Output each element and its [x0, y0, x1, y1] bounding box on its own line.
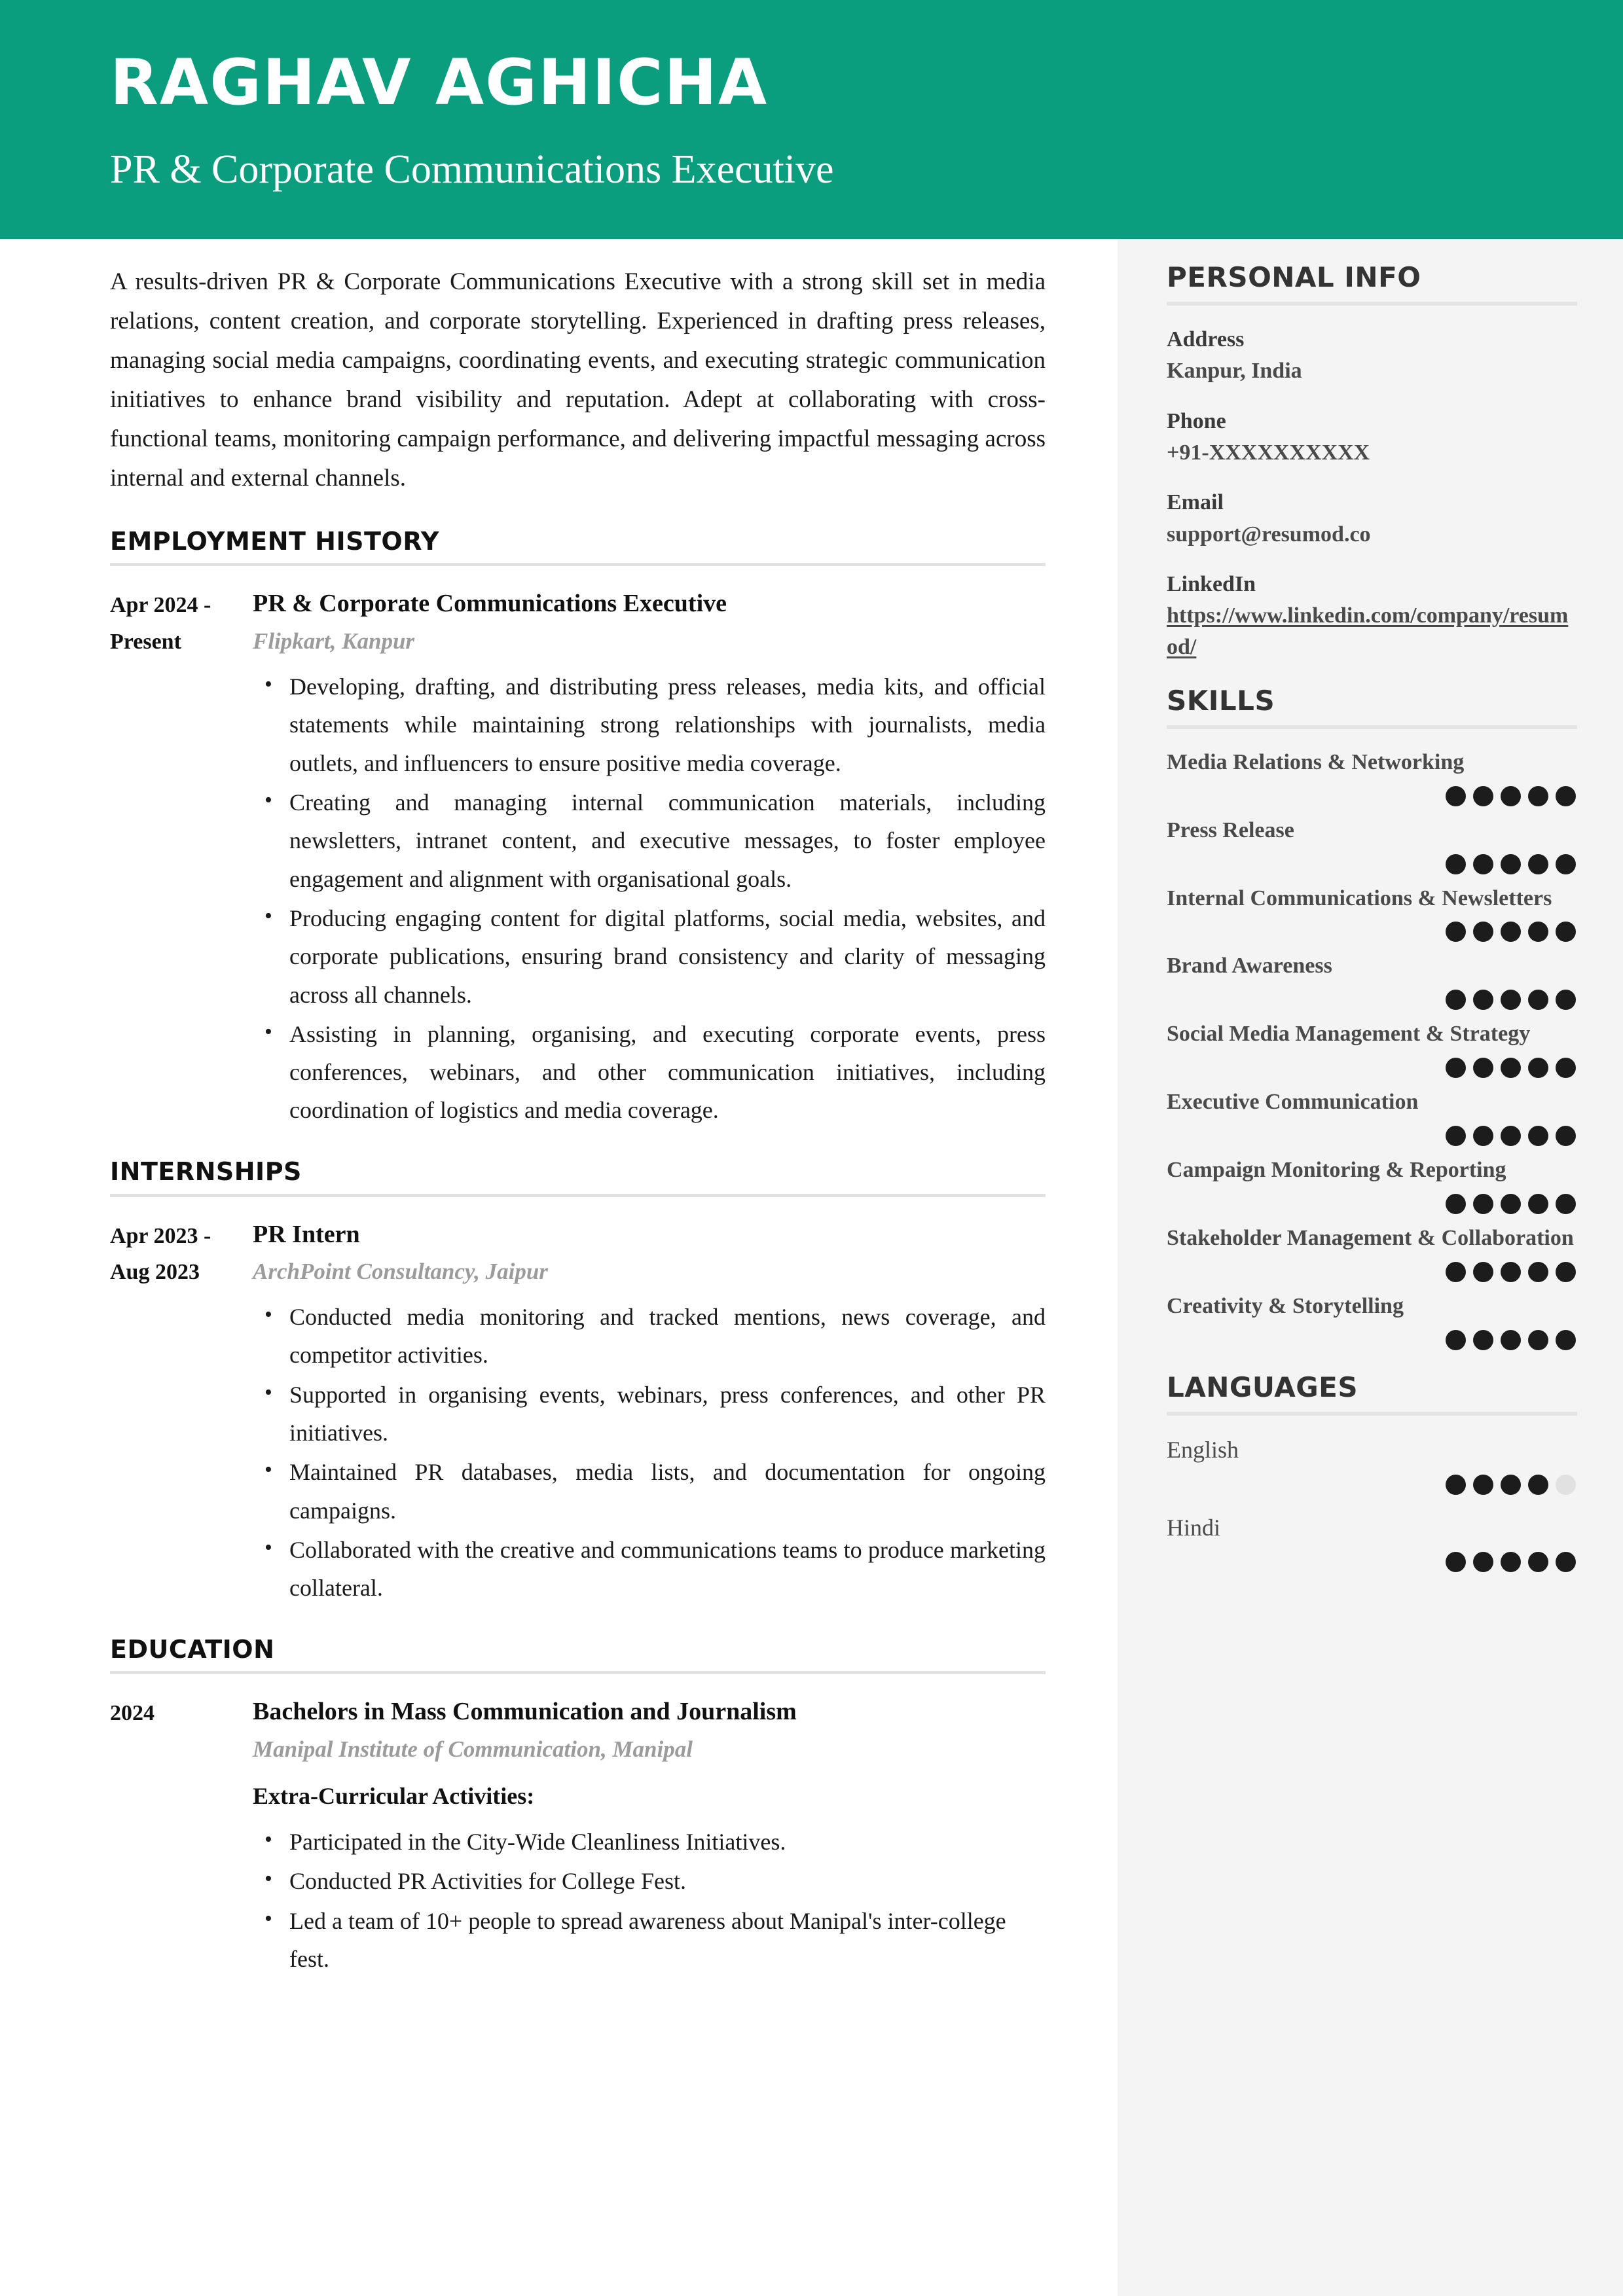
- resume-body: [0, 239, 1623, 2296]
- rating-dot-filled: [1446, 1330, 1466, 1350]
- rating-dot-filled: [1473, 922, 1493, 942]
- rating-dot-filled: [1556, 1126, 1576, 1146]
- degree-name: Bachelors in Mass Communication and Journalism: [253, 1698, 797, 1726]
- rating-dot-filled: [1446, 1552, 1466, 1572]
- rating-dot-filled: [1473, 1475, 1493, 1495]
- skill-item: [1167, 1087, 1577, 1146]
- skill-item: [1167, 884, 1577, 942]
- candidate-name: RAGHAV AGHICHA: [110, 46, 769, 119]
- rating-dot-filled: [1473, 1262, 1493, 1282]
- rating-dot-filled: [1473, 990, 1493, 1010]
- rating-dot-filled: [1556, 1262, 1576, 1282]
- personal-info-email: [1167, 487, 1577, 550]
- rating-dot-filled: [1556, 1330, 1576, 1350]
- skill-rating-dots: [1167, 1330, 1577, 1350]
- rating-dot-filled: [1473, 1330, 1493, 1350]
- skill-rating-dots: [1167, 922, 1577, 942]
- rating-dot-filled: [1501, 1126, 1521, 1146]
- info-label: LinkedIn: [1167, 571, 1256, 596]
- rating-dot-filled: [1528, 922, 1548, 942]
- language-rating-dots: [1167, 1552, 1577, 1572]
- sidebar-divider: [1167, 1412, 1577, 1416]
- section-divider: [110, 1194, 1046, 1197]
- rating-dot-filled: [1446, 1194, 1466, 1214]
- rating-dot-filled: [1556, 1058, 1576, 1078]
- skill-name: Social Media Management & Strategy: [1167, 1022, 1531, 1047]
- list-item: • Supported in organising events, webinars, press conferences, and other PR initiatives.: [287, 1376, 1046, 1452]
- skill-rating-dots: [1167, 854, 1577, 874]
- rating-dot-filled: [1446, 1262, 1466, 1282]
- rating-dot-filled: [1501, 1330, 1521, 1350]
- section-heading-internships: INTERNSHIPS: [110, 1157, 302, 1186]
- sidebar-heading-personal-info: PERSONAL INFO: [1167, 261, 1421, 293]
- rating-dot-filled: [1528, 1330, 1548, 1350]
- linkedin-url-link[interactable]: https://www.linkedin.com/company/resumod/: [1167, 603, 1569, 660]
- rating-dot-filled: [1528, 1552, 1548, 1572]
- rating-dot-filled: [1528, 1058, 1548, 1078]
- section-education: [110, 1636, 1046, 1980]
- internship-title: PR Intern: [253, 1220, 360, 1248]
- internship-details: [253, 1217, 1046, 1609]
- education-year: [110, 1694, 253, 1731]
- skill-item: [1167, 816, 1577, 874]
- rating-dot-filled: [1473, 1126, 1493, 1146]
- rating-dot-filled: [1528, 1126, 1548, 1146]
- skill-item: [1167, 747, 1577, 806]
- skill-name: Brand Awareness: [1167, 954, 1332, 978]
- graduation-year: 2024: [110, 1701, 155, 1726]
- skill-name: Creativity & Storytelling: [1167, 1294, 1404, 1319]
- rating-dot-filled: [1501, 1552, 1521, 1572]
- date-start: Apr 2023 -: [110, 1223, 211, 1248]
- date-start: Apr 2024 -: [110, 593, 211, 618]
- rating-dot-filled: [1446, 1475, 1466, 1495]
- rating-dot-filled: [1473, 786, 1493, 806]
- list-item: • Conducted PR Activities for College Fest.: [287, 1862, 1046, 1900]
- skill-item: [1167, 1223, 1577, 1282]
- rating-dot-filled: [1501, 1262, 1521, 1282]
- skill-name: Stakeholder Management & Collaboration: [1167, 1226, 1574, 1251]
- extracurricular-heading: Extra-Curricular Activities:: [253, 1783, 535, 1810]
- list-item: • Creating and managing internal communication materials, including newsletters, intranet content, and executive messages, to foster employee engagement and alignment with organisational goals.: [287, 783, 1046, 898]
- rating-dot-filled: [1528, 990, 1548, 1010]
- section-heading-education: EDUCATION: [110, 1634, 275, 1664]
- employment-details: [253, 586, 1046, 1130]
- section-divider: [110, 1671, 1046, 1674]
- rating-dot-filled: [1556, 1194, 1576, 1214]
- institute-name: Manipal Institute of Communication, Manipal: [253, 1736, 693, 1762]
- sidebar-section-personal-info: [1167, 262, 1577, 664]
- skill-item: [1167, 951, 1577, 1010]
- rating-dot-filled: [1501, 854, 1521, 874]
- internship-task-list: [253, 1298, 1046, 1607]
- responsibility-list: [253, 668, 1046, 1130]
- skill-name: Media Relations & Networking: [1167, 749, 1465, 774]
- rating-dot-empty: [1556, 1475, 1576, 1495]
- rating-dot-filled: [1501, 786, 1521, 806]
- sidebar-divider: [1167, 302, 1577, 306]
- skill-rating-dots: [1167, 1194, 1577, 1214]
- sidebar-divider: [1167, 725, 1577, 729]
- rating-dot-filled: [1473, 1194, 1493, 1214]
- rating-dot-filled: [1446, 1058, 1466, 1078]
- info-value: +91-XXXXXXXXXX: [1167, 440, 1370, 465]
- list-item: • Maintained PR databases, media lists, and documentation for ongoing campaigns.: [287, 1453, 1046, 1530]
- employment-date-range: [110, 586, 253, 659]
- rating-dot-filled: [1446, 786, 1466, 806]
- skill-name: Campaign Monitoring & Reporting: [1167, 1158, 1506, 1183]
- list-item: • Led a team of 10+ people to spread awareness about Manipal's inter-college fest.: [287, 1902, 1046, 1979]
- sidebar-heading-languages: LANGUAGES: [1167, 1371, 1359, 1403]
- personal-info-linkedin: [1167, 569, 1577, 664]
- skill-rating-dots: [1167, 1126, 1577, 1146]
- language-item: [1167, 1434, 1577, 1495]
- main-column: [0, 239, 1118, 2296]
- rating-dot-filled: [1501, 1194, 1521, 1214]
- rating-dot-filled: [1473, 1058, 1493, 1078]
- info-label: Address: [1167, 327, 1245, 352]
- list-item: • Assisting in planning, organising, and executing corporate events, press conferences, webinars, and other communication initiatives, including coordination of logistics and media coverage.: [287, 1015, 1046, 1130]
- internship-company: ArchPoint Consultancy, Jaipur: [253, 1258, 548, 1284]
- rating-dot-filled: [1528, 786, 1548, 806]
- rating-dot-filled: [1528, 854, 1548, 874]
- skill-name: Press Release: [1167, 817, 1294, 842]
- info-label: Email: [1167, 490, 1224, 515]
- language-rating-dots: [1167, 1475, 1577, 1495]
- skill-rating-dots: [1167, 1058, 1577, 1078]
- rating-dot-filled: [1446, 854, 1466, 874]
- company-name: Flipkart, Kanpur: [253, 628, 415, 654]
- rating-dot-filled: [1528, 1475, 1548, 1495]
- rating-dot-filled: [1556, 922, 1576, 942]
- sidebar-section-skills: [1167, 686, 1577, 1350]
- language-name: Hindi: [1167, 1514, 1221, 1541]
- rating-dot-filled: [1556, 1552, 1576, 1572]
- extracurricular-list: [253, 1823, 1046, 1978]
- internship-date-range: [110, 1217, 253, 1290]
- personal-info-phone: [1167, 406, 1577, 469]
- list-item: • Collaborated with the creative and communications teams to produce marketing collateral.: [287, 1531, 1046, 1607]
- rating-dot-filled: [1501, 1475, 1521, 1495]
- skill-rating-dots: [1167, 1262, 1577, 1282]
- rating-dot-filled: [1556, 786, 1576, 806]
- date-end: Present: [110, 629, 181, 654]
- rating-dot-filled: [1556, 854, 1576, 874]
- skill-name: Executive Communication: [1167, 1090, 1419, 1115]
- personal-info-address: [1167, 324, 1577, 387]
- rating-dot-filled: [1501, 1058, 1521, 1078]
- info-value: Kanpur, India: [1167, 359, 1302, 384]
- professional-summary: A results-driven PR & Corporate Communications Executive with a strong skill set in media relations, content creation, and corporate storytelling. Experienced in drafting press releases, managing social media campaigns, coordinating events, and executing strategic communication initiatives to enhance brand visibility and reputation. Adept at collaborating with cross-functional teams, monitoring campaign performance, and delivering impactful messaging across internal and external channels.: [110, 268, 1046, 492]
- skill-item: [1167, 1155, 1577, 1214]
- skill-name: Internal Communications & Newsletters: [1167, 886, 1552, 910]
- section-divider: [110, 563, 1046, 566]
- skill-rating-dots: [1167, 786, 1577, 806]
- rating-dot-filled: [1501, 990, 1521, 1010]
- candidate-job-title: PR & Corporate Communications Executive: [110, 147, 834, 192]
- rating-dot-filled: [1473, 854, 1493, 874]
- sidebar-section-languages: [1167, 1372, 1577, 1573]
- header-banner: [0, 0, 1623, 239]
- language-name: English: [1167, 1437, 1239, 1463]
- rating-dot-filled: [1528, 1262, 1548, 1282]
- rating-dot-filled: [1528, 1194, 1548, 1214]
- rating-dot-filled: [1446, 1126, 1466, 1146]
- list-item: • Conducted media monitoring and tracked mentions, news coverage, and competitor activities.: [287, 1298, 1046, 1374]
- skill-item: [1167, 1019, 1577, 1078]
- rating-dot-filled: [1556, 990, 1576, 1010]
- language-item: [1167, 1512, 1577, 1573]
- list-item: • Participated in the City-Wide Cleanliness Initiatives.: [287, 1823, 1046, 1861]
- section-internships: [110, 1158, 1046, 1609]
- rating-dot-filled: [1446, 922, 1466, 942]
- info-value: support@resumod.co: [1167, 522, 1371, 547]
- employment-entry: [110, 586, 1046, 1130]
- internship-entry: [110, 1217, 1046, 1609]
- info-label: Phone: [1167, 408, 1226, 433]
- list-item: • Producing engaging content for digital platforms, social media, websites, and corporate publications, ensuring brand consistency and clarity of messaging across all channels.: [287, 899, 1046, 1014]
- education-details: [253, 1694, 1046, 1979]
- section-employment-history: [110, 528, 1046, 1131]
- job-title: PR & Corporate Communications Executive: [253, 590, 727, 618]
- section-heading-employment: EMPLOYMENT HISTORY: [110, 526, 439, 556]
- rating-dot-filled: [1446, 990, 1466, 1010]
- list-item: • Developing, drafting, and distributing press releases, media kits, and official statements while maintaining strong relationships with journalists, media outlets, and influencers to ensure positive media coverage.: [287, 668, 1046, 782]
- education-entry: [110, 1694, 1046, 1979]
- date-end: Aug 2023: [110, 1259, 200, 1284]
- sidebar-column: [1118, 239, 1623, 2296]
- skill-item: [1167, 1291, 1577, 1350]
- sidebar-heading-skills: SKILLS: [1167, 684, 1275, 717]
- rating-dot-filled: [1473, 1552, 1493, 1572]
- rating-dot-filled: [1501, 922, 1521, 942]
- skill-rating-dots: [1167, 990, 1577, 1010]
